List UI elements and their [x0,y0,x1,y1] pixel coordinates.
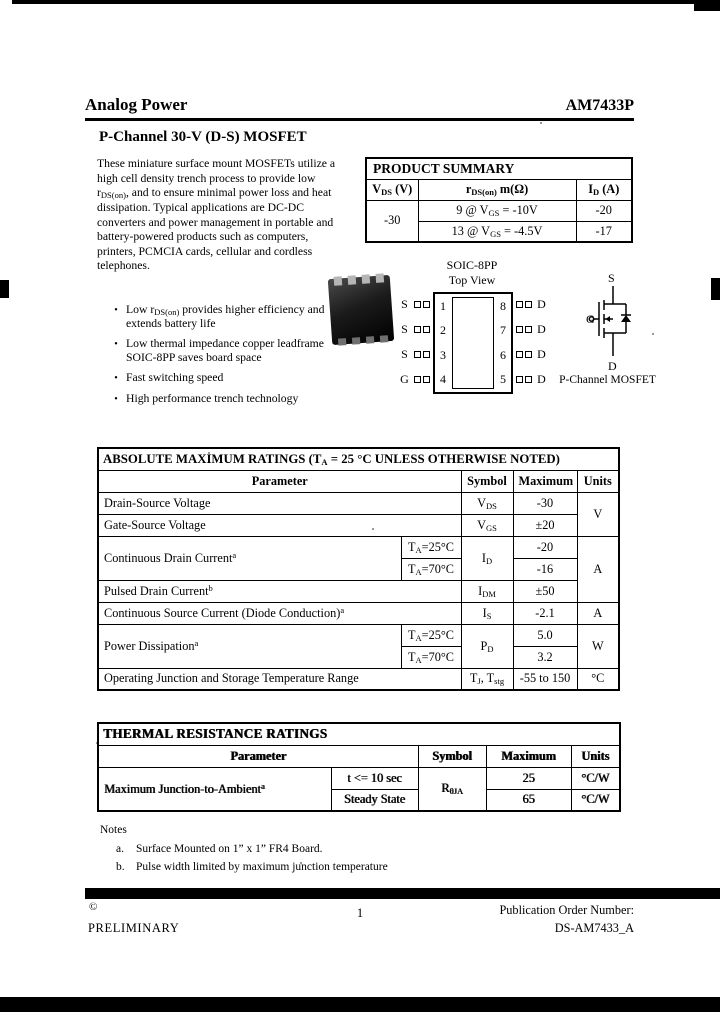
pin-pad [513,292,535,317]
row-rthja-transient [98,767,620,789]
right-pin-labels [535,292,548,394]
pin-label: D [537,297,546,311]
condition-cell: t <= 10 sec [331,767,418,789]
package-view: Top View [448,273,496,287]
parameter-cell: Pulsed Drain Current$^b$ [98,580,461,602]
scan-artifact-top-right [694,0,720,11]
photo-pin [338,338,346,346]
parameter-cell: Continuous Source Current (Diode Conduction)$^a$ [98,602,461,624]
mosfet-symbol [586,270,666,375]
thermal-header-row [98,745,620,767]
pin-pad [513,367,535,392]
units-cell: W [577,624,619,668]
row-vgs [98,514,619,536]
document-title: P-Channel 30-V (D-S) MOSFET [99,129,307,145]
notes-heading: Notes [100,824,127,836]
feature-item [106,392,354,407]
symbol-cell: $I_S$ [461,602,513,624]
copyright-icon: © [89,901,98,913]
scan-noise [540,122,542,124]
page-header [85,95,634,115]
pin-pad [411,317,433,342]
scan-artifact-left [0,280,9,298]
pin-label: D [537,322,546,336]
note-text: Pulse width limited by maximum junction temperature [136,861,388,873]
photo-pin [380,335,388,343]
pin-number: 2 [440,323,446,338]
feature-text: High performance trench technology [126,392,299,406]
maximum-cell: 65 [486,789,571,811]
maximum-cell: ±50 [513,580,577,602]
bullet-icon: • [114,305,118,316]
parameter-cell: Operating Junction and Storage Temperature Range [98,668,461,690]
photo-pin [348,275,357,285]
notes-section [100,824,388,879]
pin-number: 6 [500,347,506,362]
row-id-25c [98,536,619,558]
col-header-symbol: Symbol [461,470,513,492]
scan-artifact-top [12,0,720,4]
pin-pad [411,292,433,317]
units-cell: V [577,492,619,536]
pin-number: 3 [440,347,446,362]
package-label [427,258,517,288]
package-pin-diagram [398,292,548,394]
units-cell: A [577,602,619,624]
publication-number: DS-AM7433_A [554,921,634,935]
description-text: These miniature surface mount MOSFETs utilize a high cell density trench process to provide low r [97,157,336,200]
right-pin-pads [513,292,535,394]
id-value: -17 [576,221,632,242]
pin-label: G [400,372,409,386]
photo-pin [334,276,343,286]
condition-cell: $T_A=25^\circ C$ [401,536,461,558]
pin-number: 1 [440,298,446,313]
product-summary-table [365,157,633,243]
maximum-cell: -2.1 [513,602,577,624]
photo-pin [352,337,360,345]
header-rule [85,118,634,121]
symbol-cell: $V_{DS}$ [461,492,513,514]
left-pin-labels [398,292,411,394]
thermal-title-row [98,723,620,745]
rds-condition: 13 @ $V_{GS} = -4.5V$ [418,221,576,242]
part-number: AM7433P [565,97,634,114]
parameter-cell: Continuous Drain Current$^a$ [98,536,401,580]
maximum-cell: ±20 [513,514,577,536]
bullet-icon: • [114,394,118,406]
ratings-header-row [98,470,619,492]
feature-text: Low thermal impedance copper leadframe SOIC-8PP saves board space [126,337,324,365]
id-value: -20 [576,200,632,221]
col-header-id: $I_D$ (A) [576,179,632,200]
row-vds [98,492,619,514]
package-outline [433,292,513,394]
maximum-cell: 3.2 [513,646,577,668]
symbol-cell: $P_D$ [461,624,513,668]
units-cell: °C/W [571,767,620,789]
pin-label: S [401,322,408,336]
condition-cell: $T_A=70^\circ C$ [401,558,461,580]
pin-number: 4 [440,372,446,387]
rds-condition: 9 @ $V_{GS} = -10V$ [418,200,576,221]
maximum-cell: -55 to 150 [513,668,577,690]
feature-list [106,303,354,413]
note-item [100,843,388,855]
units-cell: °C/W [571,789,620,811]
pin-number: 7 [500,323,506,338]
pin-pad [513,342,535,367]
photo-pin [376,273,385,283]
left-pin-pads [411,292,433,394]
absolute-maximum-ratings-table [97,447,620,691]
maximum-cell: -16 [513,558,577,580]
col-header-parameter: Parameter [98,470,461,492]
note-label: b. [116,861,125,873]
maximum-cell: -20 [513,536,577,558]
units-cell: °C [577,668,619,690]
note-item [100,861,388,873]
scan-artifact-right [711,278,720,300]
pin-label: S [401,297,408,311]
symbol-source-label: S [608,271,615,285]
parameter-cell: Power Dissipation$^a$ [98,624,401,668]
publication-info [400,903,634,936]
condition-cell: Steady State [331,789,418,811]
pin-label: D [537,372,546,386]
parameter-cell: Maximum Junction-to-Ambient$^a$ [98,767,331,811]
symbol-cell: $I_D$ [461,536,513,580]
note-text: Surface Mounted on 1” x 1” FR4 Board. [136,843,323,855]
col-header-rds: $r_{DS(on)}$ m(Ω) [418,179,576,200]
summary-row [366,200,632,221]
summary-title-row [366,158,632,179]
row-idm [98,580,619,602]
pin-pad [411,367,433,392]
parameter-cell: Drain-Source Voltage [98,492,461,514]
ratings-title-row [98,448,619,470]
row-tj [98,668,619,690]
row-pd-25c [98,624,619,646]
mosfet-symbol-caption: P-Channel MOSFET [559,374,656,386]
summary-header-row [366,179,632,200]
bullet-icon: • [114,373,118,385]
col-header-units: Units [571,745,620,767]
description-paragraph [97,157,349,274]
description-subscript: DS(on) [100,190,126,201]
footer-rule-bar [85,888,720,899]
photo-pin [362,274,371,284]
row-is [98,602,619,624]
bullet-icon: • [114,339,118,351]
maximum-cell: -30 [513,492,577,514]
thermal-resistance-table [97,722,621,812]
symbol-cell: $V_{GS}$ [461,514,513,536]
col-header-maximum: Maximum [486,745,571,767]
pin-number: 5 [500,372,506,387]
units-cell: A [577,536,619,602]
pin-pad [411,342,433,367]
ratings-title: ABSOLUTE MAXIMUM RATINGS ($T_A = 25$ °C UNLESS OTHERWISE NOTED) [98,448,619,470]
right-pin-numbers [500,294,506,392]
condition-cell: $T_A=70^\circ C$ [401,646,461,668]
vds-value: -30 [366,200,418,242]
symbol-cell: $R_{\theta JA}$ [418,767,486,811]
symbol-drain-label: D [608,359,617,373]
col-header-symbol: Symbol [418,745,486,767]
scan-artifact-bottom [0,997,720,1012]
pin-label: S [401,347,408,361]
symbol-cell: $I_{DM}$ [461,580,513,602]
package-photo [328,275,394,345]
maximum-cell: 25 [486,767,571,789]
col-header-units: Units [577,470,619,492]
parameter-cell: Gate-Source Voltage [98,514,461,536]
feature-text: Low $r_{DS(on)}$ provides higher efficiency and extends battery life [126,303,325,331]
feature-item [106,337,354,365]
pin-number: 8 [500,298,506,313]
left-pin-numbers [440,294,446,392]
pin-pad [513,317,535,342]
feature-text: Fast switching speed [126,371,224,385]
thermal-title: THERMAL RESISTANCE RATINGS [98,723,620,745]
symbol-cell: $T_J$, $T_{stg}$ [461,668,513,690]
col-header-maximum: Maximum [513,470,577,492]
photo-pin [366,336,374,344]
note-label: a. [116,843,124,855]
die-outline [452,297,494,389]
maximum-cell: 5.0 [513,624,577,646]
package-name: SOIC-8PP [446,258,498,272]
condition-cell: $T_A=25^\circ C$ [401,624,461,646]
symbol-gate-label: G [586,312,595,326]
summary-title: PRODUCT SUMMARY [366,158,632,179]
col-header-vds: $V_{DS}$ (V) [366,179,418,200]
description-text: , and to ensure minimal power loss and heat dissipation. Typical applications are DC-DC converters and power management in portable and battery-powered products such as computers, printers, PCMCIA cards, cellular and cordless telephones. [97,186,334,273]
publication-label: Publication Order Number: [499,903,634,917]
feature-item [106,303,354,331]
page-number: 1 [356,906,364,920]
feature-item [106,371,354,386]
col-header-parameter: Parameter [98,745,418,767]
pin-label: D [537,347,546,361]
company-name: Analog Power [85,95,188,114]
preliminary-label: PRELIMINARY [88,921,180,935]
